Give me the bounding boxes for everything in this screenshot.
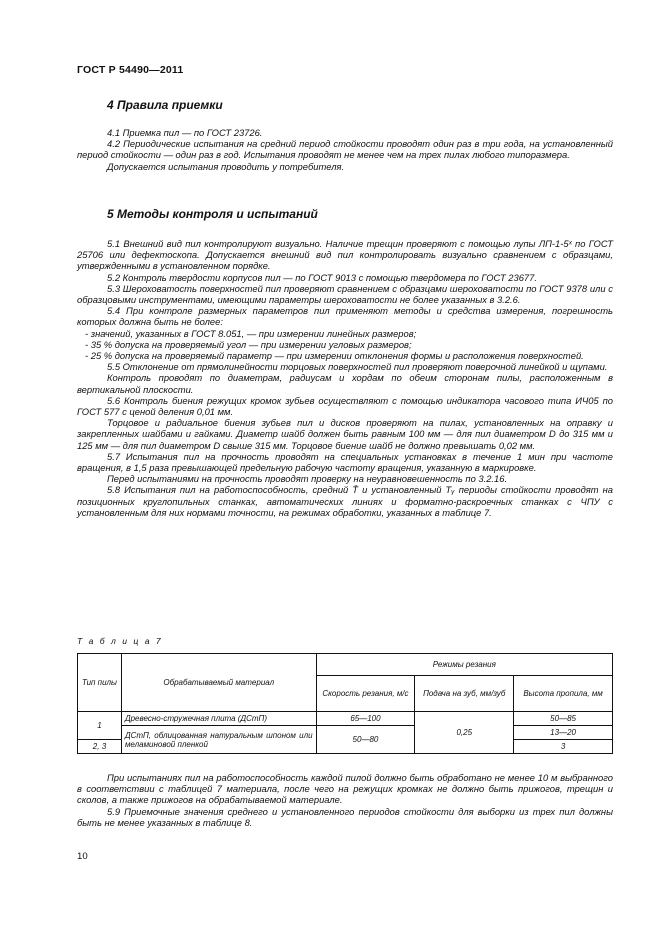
cell-feed: 0,25 bbox=[415, 712, 514, 754]
paragraph: 5.4 При контроле размерных параметров пил применяют методы и средства измерения, погрешность которых должна быть не более: bbox=[77, 305, 613, 328]
paragraph: 5.2 Контроль твердости корпусов пил — по ГОСТ 9013 с помощью твердомера по ГОСТ 23677. bbox=[107, 271, 537, 283]
dash-item: - 35 % допуска на проверяемый угол — при измерении угловых размеров; bbox=[85, 338, 412, 350]
paragraph: 5.6 Контроль биения режущих кромок зубьев осуществляют с помощью индикатора часового типа ИЧ05 по ГОСТ 577 с ценой деления 0,01 мм. bbox=[77, 394, 613, 418]
dash-item: - значений, указанных в ГОСТ 8.051, — при измерении линейных размеров; bbox=[85, 327, 417, 339]
header-feed: Подача на зуб, мм/зуб bbox=[415, 676, 514, 712]
paragraph: Торцовое и радиальное биения зубьев пил и дисков проверяют на пилах, установленных на оправку и закрепленных шайбами и гайками. Диаметр шайб должен быть равным 100 мм — для пил диаметром D до 315 мм и 125 мм — для пил диаметром D свыше 315 мм. Торцовое биение шайб не должно превышать 0,02 мм. bbox=[77, 417, 613, 451]
cell-type: 1 bbox=[78, 712, 122, 740]
section-4-body bbox=[77, 127, 613, 172]
page-number: 10 bbox=[77, 851, 88, 862]
header-speed: Скорость резания, м/с bbox=[316, 676, 415, 712]
table-7 bbox=[77, 653, 613, 754]
cell-speed: 50—80 bbox=[316, 726, 415, 754]
paragraph: 4.1 Приемка пил — по ГОСТ 23726. bbox=[107, 127, 263, 138]
section-4-title: 4 Правила приемки bbox=[107, 98, 223, 112]
section-5-title: 5 Методы контроля и испытаний bbox=[107, 207, 318, 221]
paragraph: 4.2 Периодические испытания на средний период стойкости проводят один раз в три года, на установленный период стойкости — один раз в год. Испытания проводят не менее чем на трех пилах любого типоразмера. bbox=[77, 138, 613, 161]
cell-material: Древесно-стружечная плита (ДСтП) bbox=[121, 712, 316, 726]
paragraph: 5.1 Внешний вид пил контролируют визуально. Наличие трещин проверяют с помощью лупы ЛП-1-5ˣ по ГОСТ 25706 или дефектоскопа. Допускается внешний вид пил контролировать визуально сравнением с образцами, утвержденными в установленном порядке. bbox=[77, 238, 613, 272]
cell-speed: 65—100 bbox=[316, 712, 415, 726]
paragraph: 5.5 Отклонение от прямолинейности торцовых поверхностей пил проверяют поверочной линейкой и щупами. bbox=[107, 361, 608, 373]
cell-height: 13—20 bbox=[514, 726, 613, 740]
cell-height: 50—85 bbox=[514, 712, 613, 726]
cell-material: ДСтП, облицованная натуральным шпоном или меламиновой пленкой bbox=[121, 726, 316, 754]
section-5-body bbox=[77, 238, 613, 518]
section-5-body-after-table bbox=[77, 772, 613, 828]
header-height: Высота пропила, мм bbox=[514, 676, 613, 712]
header-modes: Режимы резания bbox=[316, 654, 612, 676]
paragraph: 5.3 Шероховатость поверхностей пил проверяют сравнением с образцами шероховатости по ГОСТ 9378 или с образцовыми инструментами, имеющими параметры шероховатости не более указанных в 3.2.6. bbox=[77, 282, 613, 306]
standard-header: ГОСТ Р 54490—2011 bbox=[77, 64, 184, 76]
paragraph: 5.7 Испытания пил на прочность проводят на специальных установках в течение 1 мин при частоте вращения, в 1,5 раза превышающей предельную рабочую частоту вращения, указанную в маркировке. bbox=[77, 450, 613, 474]
paragraph: Контроль проводят по диаметрам, радиусам и хордам по обеим сторонам пилы, расположенным в вертикальной плоскости. bbox=[77, 372, 613, 395]
paragraph: При испытаниях пил на работоспособность каждой пилой должно быть обработано не менее 10 м выбранного в соответствии с таблицей 7 материала, после чего на режущих кромках не должно быть прижогов, трещин и сколов, а также прижогов на обрабатываемой материале. bbox=[77, 772, 613, 806]
cell-type: 2, 3 bbox=[78, 740, 122, 754]
paragraph: 5.9 Приемочные значения среднего и установленного периодов стойкости для выборки из трех пил должны быть не менее указанных в таблице 8. bbox=[77, 805, 613, 828]
dash-item: - 25 % допуска на проверяемый параметр — при измерении отклонения формы и расположения поверхностей. bbox=[85, 350, 584, 362]
paragraph: Допускается испытания проводить у потребителя. bbox=[107, 160, 345, 172]
table-caption: Т а б л и ц а 7 bbox=[77, 636, 163, 646]
header-material: Обрабатываемый материал bbox=[121, 654, 316, 712]
header-type: Тип пилы bbox=[78, 654, 122, 712]
paragraph: 5.8 Испытания пил на работоспособность, средний T̄ и установленный Tᵧ периоды стойкости проводят на позиционных круглопильных станках, автоматических линиях и форматно-раскроечных станках с ЧПУ с установленным для них нормами точности, на режимах обработки, указанных в таблице 7. bbox=[77, 484, 613, 518]
cell-height: 3 bbox=[514, 740, 613, 754]
paragraph: Перед испытаниями на прочность проводят проверку на неуравновешенность по 3.2.16. bbox=[107, 473, 508, 485]
